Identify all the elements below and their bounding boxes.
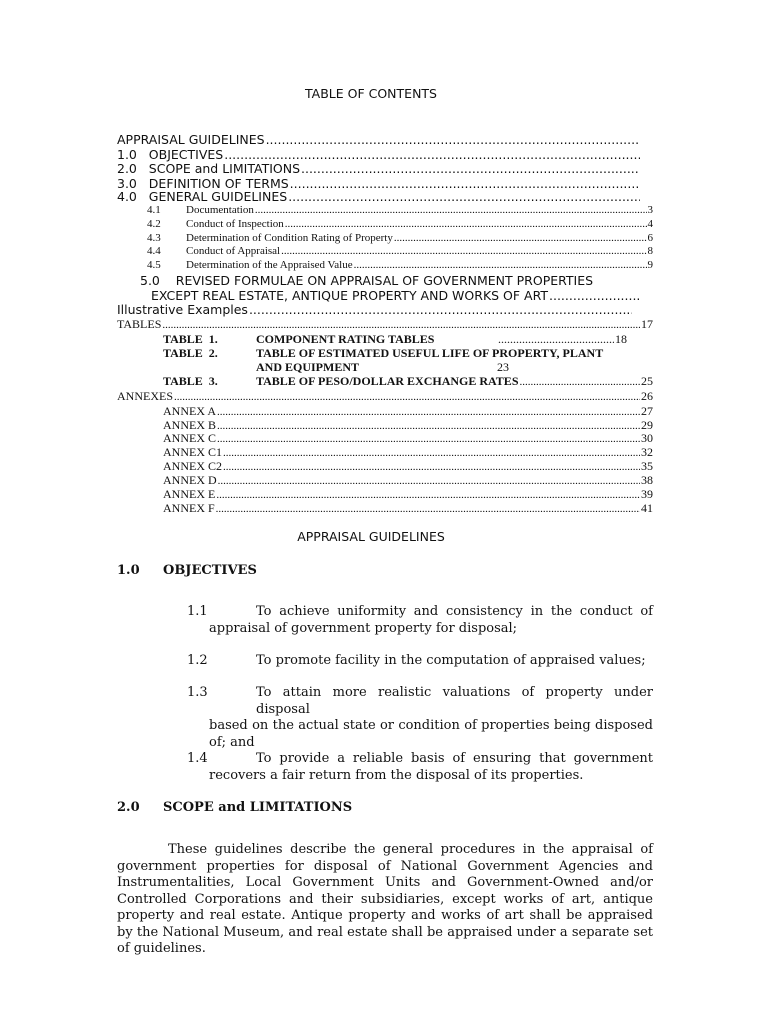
table-3-title: TABLE OF PESO/DOLLAR EXCHANGE RATES	[256, 374, 519, 388]
toc-entry-page: 26	[641, 389, 653, 403]
toc-sub-entry[interactable]	[147, 204, 653, 216]
annex-page: 27	[641, 404, 653, 418]
objective-rest: recovers a fair return from the disposal of its properties.	[209, 767, 584, 783]
toc-sub-num: 4.3	[147, 232, 161, 244]
annex-label: ANNEX A	[163, 404, 216, 418]
toc-entry-label: 2.0 SCOPE and LIMITATIONS	[117, 161, 301, 176]
table-3-entry[interactable]	[256, 374, 653, 389]
section-heading-objectives: OBJECTIVES	[163, 563, 257, 578]
toc-sub-num: 4.1	[147, 204, 161, 216]
toc-entry-appraisal-guidelines[interactable]	[117, 132, 641, 147]
toc-leader	[249, 302, 632, 317]
toc-leader	[162, 319, 640, 331]
toc-sub-label: Determination of Condition Rating of Property	[186, 232, 393, 244]
objective-num: 1.3	[187, 685, 208, 700]
body-title: APPRAISAL GUIDELINES	[297, 529, 445, 544]
toc-sub-page: 3	[647, 204, 653, 216]
toc-entry-label: 4.0 GENERAL GUIDELINES	[117, 189, 288, 204]
table-2-page: 23	[497, 360, 509, 374]
toc-sub-entry[interactable]	[147, 218, 653, 230]
toc-entry-section5-line2[interactable]	[151, 288, 641, 303]
toc-leader	[218, 475, 640, 487]
toc-entry-label: 3.0 DEFINITION OF TERMS	[117, 175, 289, 191]
toc-entry-section5-line1[interactable]: 5.0 REVISED FORMULAE ON APPRAISAL OF GOVERNMENT PROPERTIES	[140, 273, 594, 288]
toc-entry-page: 17	[641, 317, 653, 331]
toc-leader	[301, 161, 640, 176]
annex-page: 29	[641, 417, 653, 432]
toc-leader	[255, 204, 647, 216]
toc-sub-label: Documentation	[186, 204, 254, 216]
toc-entry-label: ANNEXES	[117, 389, 173, 403]
toc-leader	[174, 391, 640, 403]
toc-sub-num: 4.5	[147, 259, 161, 271]
toc-leader	[266, 132, 640, 147]
toc-leader	[394, 232, 647, 244]
toc-leader	[217, 420, 640, 432]
objective-num: 1.2	[187, 653, 208, 668]
objective-line1: To attain more realistic valuations of property under disposal	[256, 685, 653, 717]
toc-title: TABLE OF CONTENTS	[304, 86, 437, 101]
table-2-num: TABLE 2.	[163, 346, 218, 360]
section-number: 1.0	[117, 563, 140, 578]
toc-annex-e[interactable]	[163, 487, 653, 502]
table-3-page: 25	[641, 374, 653, 388]
toc-leader	[217, 406, 640, 418]
annex-page: 41	[641, 501, 653, 515]
toc-entry-label: 1.0 OBJECTIVES	[117, 146, 224, 162]
table-3-num: TABLE 3.	[163, 374, 218, 388]
toc-sub-num: 4.2	[147, 218, 161, 230]
toc-leader	[288, 189, 640, 204]
annex-label: ANNEX C2	[163, 458, 222, 473]
section-heading-scope: SCOPE and LIMITATIONS	[163, 800, 353, 815]
annex-page: 35	[641, 458, 653, 473]
toc-leader	[498, 332, 614, 347]
toc-sub-entry[interactable]	[147, 259, 653, 271]
toc-leader	[520, 376, 641, 388]
annex-label: ANNEX F	[163, 501, 215, 515]
annex-page: 39	[641, 487, 653, 501]
toc-sub-page: 4	[647, 218, 653, 230]
toc-leader	[549, 288, 640, 303]
toc-entry-tables[interactable]	[117, 317, 653, 332]
objective-item-1-3	[187, 685, 653, 751]
toc-sub-entry[interactable]	[147, 232, 653, 244]
table-1-leader	[497, 332, 627, 347]
toc-leader	[285, 218, 647, 230]
toc-sub-label: Conduct of Appraisal	[186, 245, 281, 257]
toc-sub-label: Conduct of Inspection	[186, 218, 284, 230]
toc-entry-scope[interactable]	[117, 161, 641, 176]
annex-label: ANNEX C	[163, 431, 216, 445]
toc-entry-label: TABLES	[117, 317, 162, 331]
toc-leader	[224, 147, 640, 162]
toc-sub-entry[interactable]	[147, 245, 653, 257]
scope-paragraph: These guidelines describe the general procedures in the appraisal of government properties for disposal of National Government Agencies and Instrumentalities, Local Government Units and Government-Owned and/or Controlled Corporations and their subsidiaries, except works of art, antique property and real estate. Antique property and works of art shall be appraised by the National Museum, and real estate shall be appraised under a separate set of guidelines.	[117, 842, 653, 956]
annex-page: 38	[641, 473, 653, 487]
annex-page: 32	[641, 445, 653, 459]
toc-entry-label: EXCEPT REAL ESTATE, ANTIQUE PROPERTY AND WORKS OF ART	[151, 288, 549, 303]
objective-item-1-4	[187, 751, 653, 784]
toc-leader	[217, 433, 640, 445]
table-2-title-line2: AND EQUIPMENT	[256, 360, 360, 374]
table-1-page: 18	[615, 332, 627, 346]
toc-annex-c[interactable]	[163, 431, 653, 446]
toc-entry-illustrative[interactable]	[117, 302, 633, 317]
toc-annex-c2[interactable]	[163, 459, 653, 474]
objective-num: 1.1	[187, 604, 208, 619]
annex-label: ANNEX C1	[163, 445, 222, 459]
toc-annex-f[interactable]	[163, 501, 653, 516]
objective-item-1-2	[187, 653, 653, 670]
toc-leader	[216, 489, 640, 501]
objective-line1: To achieve uniformity and consistency in the conduct of	[256, 604, 653, 619]
objective-num: 1.4	[187, 751, 208, 766]
annex-label: ANNEX B	[163, 417, 216, 432]
toc-leader	[223, 447, 640, 459]
objective-line1: To promote facility in the computation of appraised values;	[256, 653, 646, 668]
toc-leader	[223, 461, 640, 473]
toc-sub-num: 4.4	[147, 245, 161, 257]
objective-item-1-1	[187, 604, 653, 637]
table-1-num: TABLE 1.	[163, 332, 218, 346]
toc-leader	[354, 259, 647, 271]
annex-label: ANNEX E	[163, 487, 216, 501]
toc-entry-objectives[interactable]	[117, 147, 641, 162]
table-1-title[interactable]: COMPONENT RATING TABLES	[256, 332, 435, 346]
toc-leader	[216, 503, 640, 515]
annex-page: 30	[641, 431, 653, 445]
toc-sub-page: 9	[647, 259, 653, 271]
objective-rest: based on the actual state or condition of properties being disposed of; and	[209, 718, 653, 750]
toc-entry-label: Illustrative Examples	[117, 302, 248, 317]
objective-rest: appraisal of government property for disposal;	[209, 620, 518, 636]
toc-entry-annexes[interactable]	[117, 389, 653, 404]
toc-sub-page: 8	[647, 245, 653, 257]
table-2-title[interactable]: TABLE OF ESTIMATED USEFUL LIFE OF PROPERTY, PLANT	[256, 346, 604, 360]
toc-sub-page: 6	[647, 232, 653, 244]
annex-label: ANNEX D	[163, 473, 217, 487]
section-number: 2.0	[117, 800, 140, 815]
toc-leader	[281, 245, 646, 257]
toc-sub-label: Determination of the Appraised Value	[186, 259, 353, 271]
toc-entry-label: APPRAISAL GUIDELINES	[117, 132, 265, 147]
toc-annex-d[interactable]	[163, 473, 653, 488]
toc-entry-general[interactable]	[117, 189, 641, 204]
objective-line1: To provide a reliable basis of ensuring that government	[256, 751, 653, 766]
